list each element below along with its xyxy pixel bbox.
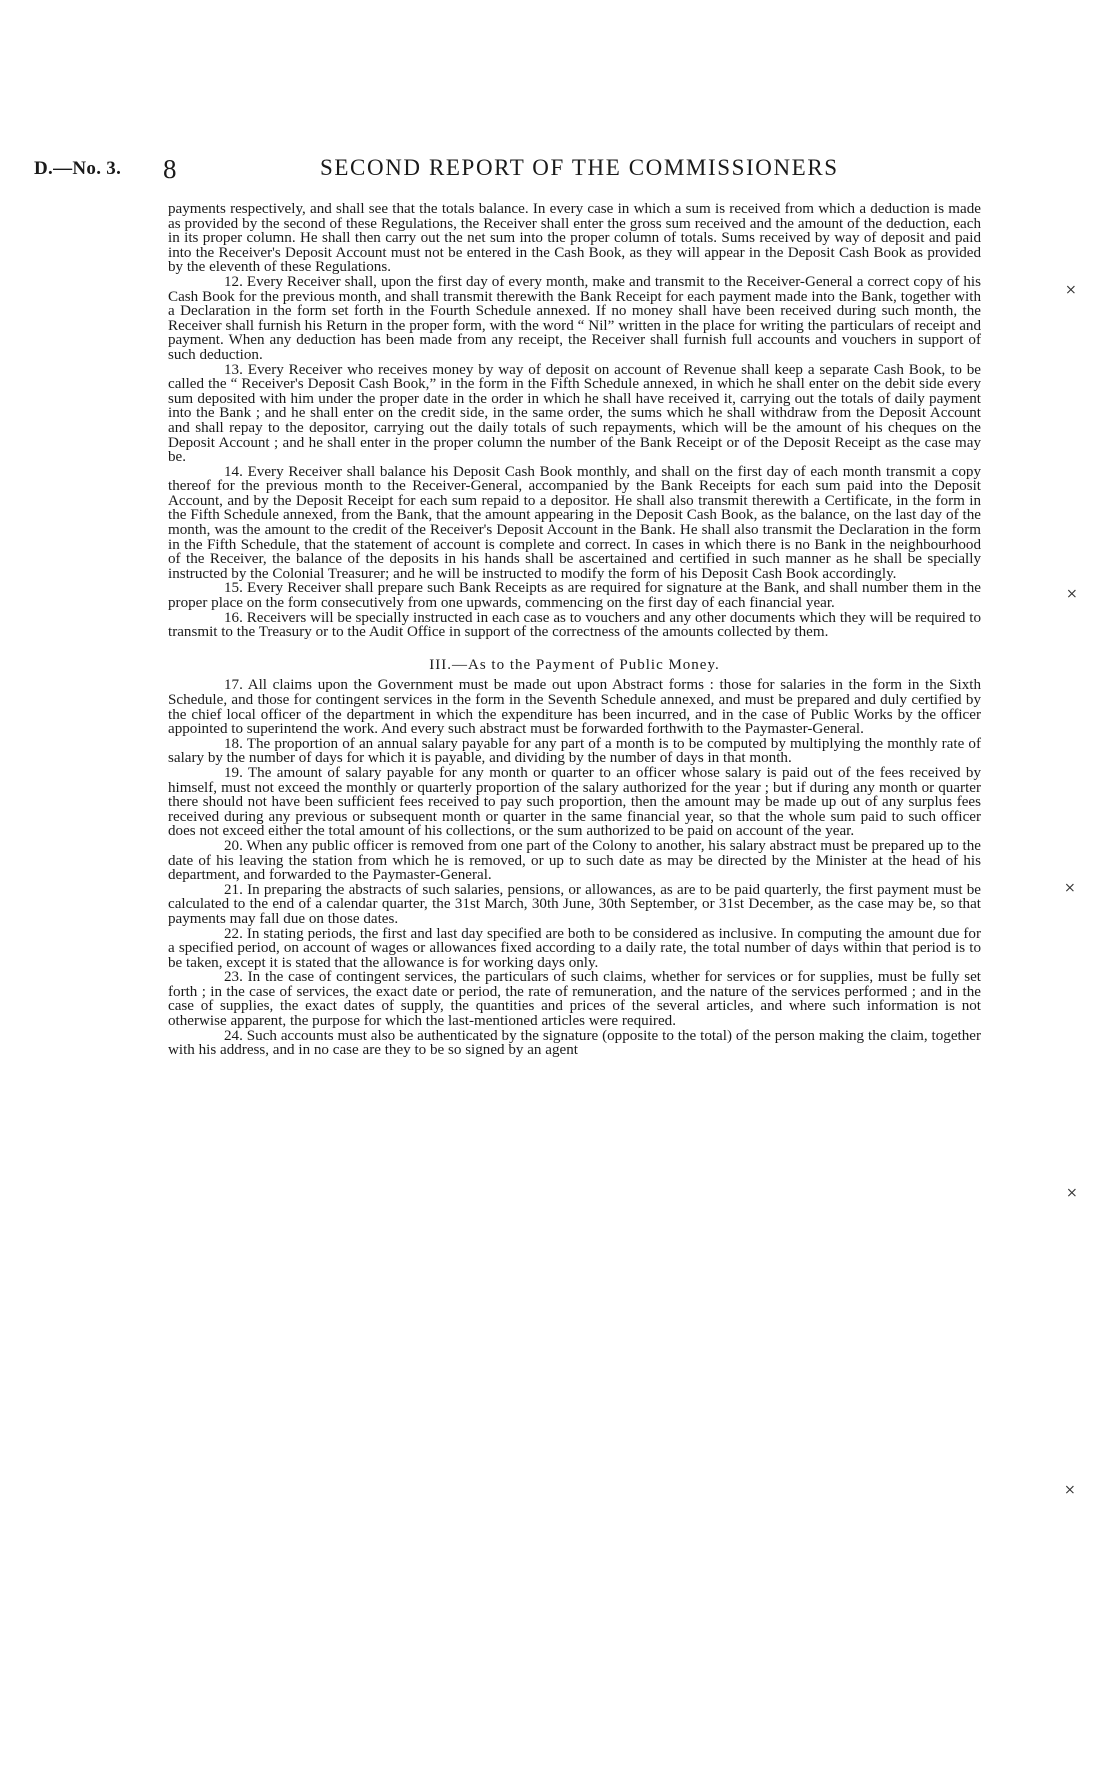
margin-mark: ⨯ xyxy=(1064,881,1076,896)
margin-mark: ⨯ xyxy=(1066,1186,1078,1201)
page-header xyxy=(34,155,1044,189)
running-title: SECOND REPORT OF THE COMMISSIONERS xyxy=(320,155,839,180)
paragraph-14: 14. Every Receiver shall balance his Deposit Cash Book monthly, and shall on the first day of each month transmit a copy thereof for the previous month to the Receiver-General, accompanied by the Bank Receipts for each sum paid into the Deposit Account, and by the Deposit Receipt for each sum repaid to a depositor. He shall also transmit therewith a Certificate, in the form in the Fifth Schedule annexed, from the Bank, that the amount appearing in the Deposit Cash Book, as the balance, on the last day of the month, was the amount to the credit of the Receiver's Deposit Account in the Bank. He shall also transmit the Declaration in the form in the Fifth Schedule, that the statement of account is complete and correct. In cases in which there is no Bank in the neighbourhood of the Receiver, the balance of the deposits in his hands shall be ascertained and certified in such manner as he shall be specially instructed by the Colonial Treasurer; and he will be instructed to modify the form of his Deposit Cash Book accordingly. xyxy=(168,463,981,582)
paragraph-22: 22. In stating periods, the first and last day specified are both to be considered as inclusive. In computing the amount due for a specified period, on account of wages or allowances fixed according to a daily rate, the total number of days within that period is to be taken, except it is stated that the allowance is for working days only. xyxy=(168,925,981,971)
paragraph-18: 18. The proportion of an annual salary payable for any part of a month is to be computed by multiplying the monthly rate of salary by the number of days for which it is payable, and dividing by the number of days in that month. xyxy=(168,735,981,767)
paragraph-15: 15. Every Receiver shall prepare such Bank Receipts as are required for signature at the Bank, and shall number them in the proper place on the form consecutively from one upwards, commencing on the first day of each financial year. xyxy=(168,580,981,612)
paragraph-12: 12. Every Receiver shall, upon the first day of every month, make and transmit to the Receiver-General a correct copy of his Cash Book for the previous month, and shall transmit therewith the Bank Receipt for each payment made into the Bank, together with a Declaration in the form set forth in the Fourth Schedule annexed. If no money shall have been received during such month, the Receiver shall furnish his Return in the proper form, with the word “ Nil” written in the place for writing the particulars of receipt and payment. When any deduction has been made from any receipt, the Receiver shall furnish full accounts and vouchers in support of such deduction. xyxy=(168,273,981,363)
paragraph-20: 20. When any public officer is removed from one part of the Colony to another, his salary abstract must be prepared up to the date of his leaving the station from which he is removed, or up to such date as may be directed by the Minister at the head of his department, and forwarded to the Paymaster-General. xyxy=(168,837,981,884)
document-reference: D.—No. 3. xyxy=(34,158,122,179)
paragraph-continued: payments respectively, and shall see that the totals balance. In every case in which a sum is received from which a deduction is made as provided by the second of these Regulations, the Receiver shall enter the gross sum received and the amount of the deduction, each in its proper column. He shall then carry out the net sum into the proper column of totals. Sums received by way of deposit and paid into the Receiver's Deposit Account must not be entered in the Cash Book, as they will appear in the Deposit Cash Book as provided by the eleventh of these Regulations. xyxy=(168,201,981,276)
paragraph-24: 24. Such accounts must also be authenticated by the signature (opposite to the total) of the person making the claim, together with his address, and in no case are they to be so signed by an agent xyxy=(168,1027,981,1059)
margin-mark: ⨯ xyxy=(1065,283,1077,298)
paragraph-13: 13. Every Receiver who receives money by way of deposit on account of Revenue shall keep a separate Cash Book, to be called the “ Receiver's Deposit Cash Book,” in the form in the Fifth Schedule annexed, in which he shall enter on the debit side every sum deposited with him under the proper date in the order in which he shall have received it, carrying out the totals of daily payment into the Bank ; and he shall enter on the credit side, in the same order, the sums which he shall withdraw from the Deposit Account and shall repay to the depositor, carrying out the daily totals of such repayments, which will be the amount of his cheques on the Deposit Account ; and he shall enter in the proper column the number of the Bank Receipt or of the Deposit Receipt as the case may be. xyxy=(168,361,981,466)
section-heading: III.—As to the Payment of Public Money. xyxy=(429,656,720,673)
paragraph-21: 21. In preparing the abstracts of such salaries, pensions, or allowances, as are to be paid quarterly, the first payment must be calculated to the end of a calendar quarter, the 31st March, 30th June, 30th September, or 31st December, as the case may be, so that payments may fall due on those dates. xyxy=(168,881,981,927)
paragraph-17: 17. All claims upon the Government must be made out upon Abstract forms : those for salaries in the form in the Sixth Schedule, and those for contingent services in the form in the Seventh Schedule annexed, and must be prepared and duly certified by the chief local officer of the department in which the expenditure has been incurred, and in the case of Public Works by the officer appointed to superintend the work. And every such abstract must be forwarded forthwith to the Paymaster-General. xyxy=(168,677,981,738)
margin-mark: ⨯ xyxy=(1066,587,1078,602)
margin-mark: ⨯ xyxy=(1064,1483,1076,1498)
page-number: 8 xyxy=(163,154,177,184)
paragraph-23: 23. In the case of contingent services, the particulars of such claims, whether for services or for supplies, must be fully set forth ; in the case of services, the exact date or period, the rate of remuneration, and the nature of the services performed ; and in the case of supplies, the exact dates of supply, the quantities and prices of the several articles, and where such information is not otherwise apparent, the purpose for which the last-mentioned articles were required. xyxy=(168,969,981,1030)
body-text xyxy=(168,202,981,1058)
paragraph-16: 16. Receivers will be specially instructed in each case as to vouchers and any other documents which they will be required to transmit to the Treasury or to the Audit Office in support of the correctness of the amounts collected by them. xyxy=(168,609,981,641)
paragraph-19: 19. The amount of salary payable for any month or quarter to an officer whose salary is paid out of the fees received by himself, must not exceed the monthly or quarterly proportion of the salary authorized for the year ; but if during any month or quarter there should not have been sufficient fees received to pay such proportion, then the amount may be made up out of any surplus fees received during any previous or subsequent month or quarter in the same financial year, so that the whole sum paid to such officer does not exceed either the total amount of his collections, or the sum authorized to be paid on account of the year. xyxy=(168,764,981,840)
